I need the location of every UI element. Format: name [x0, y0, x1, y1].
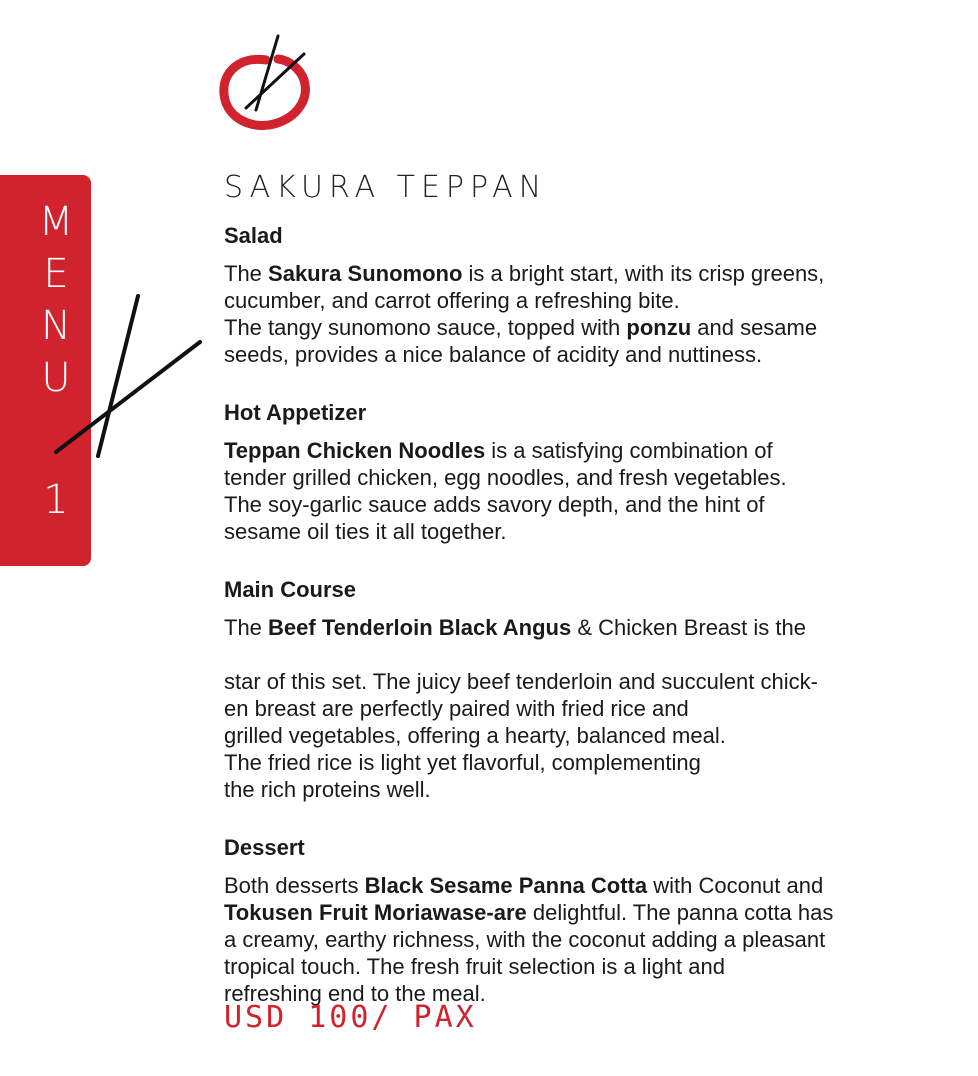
section-description: Both desserts Black Sesame Panna Cotta with Coconut and Tokusen Fruit Moriawase-are delightful. The panna cotta has a creamy, earthy richness, with the coconut adding a pleasant tropical touch. The fresh fruit selection is a light and refreshing end to the meal.: [224, 873, 834, 1006]
section-description: Teppan Chicken Noodles is a satisfying combination of tender grilled chicken, egg noodles, and fresh vegetables. The soy-garlic sauce adds savory depth, and the hint of sesame oil ties it all together.: [224, 438, 787, 544]
sakura-logo-icon: [218, 32, 314, 136]
section-description: The Sakura Sunomono is a bright start, with its crisp greens, cucumber, and carrot offering a refreshing bite. The tangy sunomono sauce, topped with ponzu and sesame seeds, provides a nice balance of acidity and nuttiness.: [224, 261, 825, 367]
menu-letter: N: [41, 303, 71, 349]
section-main-course: [224, 576, 964, 803]
section-description: The Beef Tenderloin Black Angus & Chicken Breast is the star of this set. The juicy beef tenderloin and succulent chick- en breast are perfectly paired with fried rice and grilled vegetables, offering a hearty, balanced meal. The fried rice is light yet flavorful, complementing the rich proteins well.: [224, 615, 818, 802]
section-heading: Dessert: [224, 835, 305, 860]
section-hot-appetizer: [224, 399, 964, 545]
menu-letter: E: [43, 251, 69, 297]
section-heading: Salad: [224, 223, 283, 248]
menu-letter: U: [41, 355, 71, 401]
chopsticks-icon: [50, 290, 210, 460]
menu-letter: M: [38, 199, 74, 245]
section-dessert: [224, 834, 964, 1007]
section-heading: Hot Appetizer: [224, 400, 367, 425]
menu-content: [224, 222, 964, 1007]
menu-number: 1: [43, 477, 69, 523]
section-heading: Main Course: [224, 577, 357, 602]
price-label: USD 100/ PAX: [224, 1000, 477, 1035]
page-title: SAKURA TEPPAN: [224, 170, 548, 205]
section-salad: [224, 222, 964, 368]
